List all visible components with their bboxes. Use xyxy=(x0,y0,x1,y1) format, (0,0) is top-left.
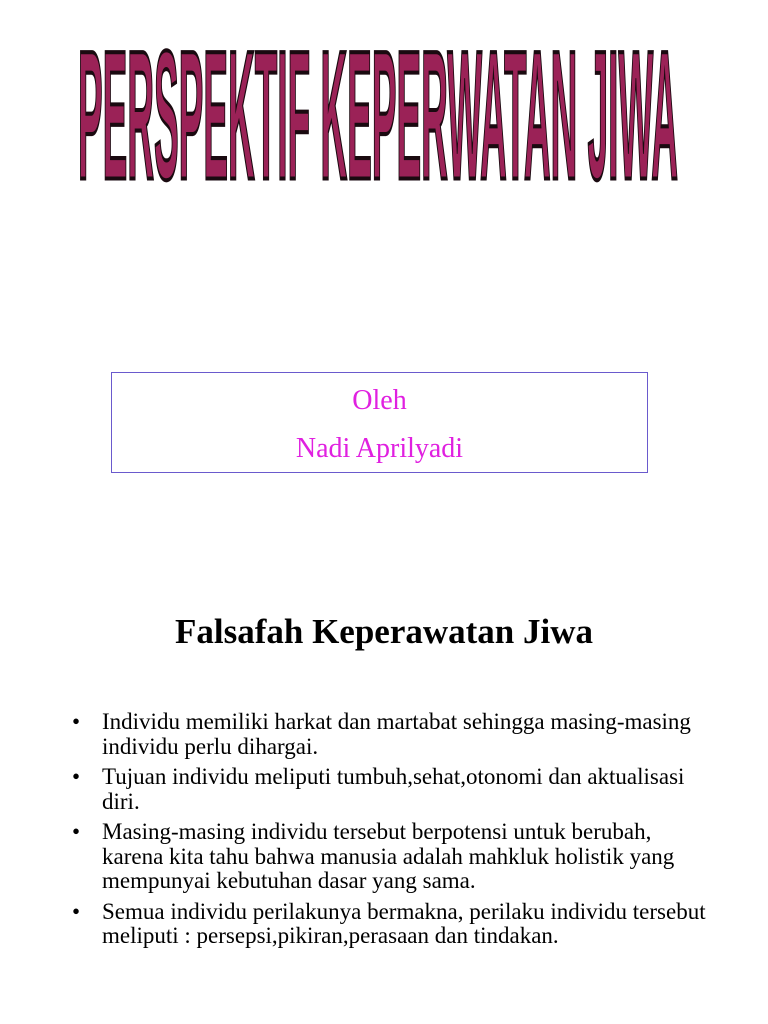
wordart-title xyxy=(70,30,686,235)
author-box xyxy=(111,372,648,473)
list-item xyxy=(72,900,712,949)
bullet-icon: • xyxy=(72,709,81,734)
bullet-icon: • xyxy=(72,764,81,789)
author-name: Nadi Aprilyadi xyxy=(295,433,464,464)
list-item-text: Individu memiliki harkat dan martabat sehingga masing-masing individu perlu dihargai. xyxy=(102,709,691,759)
author-by-label: Oleh xyxy=(352,385,407,416)
list-item xyxy=(72,820,712,894)
bullet-icon: • xyxy=(72,898,81,924)
bullet-list xyxy=(72,710,712,955)
bullet-icon: • xyxy=(72,819,81,844)
title-text: PERSPEKTIF KEPERWATAN JIWA xyxy=(78,30,679,218)
list-item-text: Tujuan individu meliputi tumbuh,sehat,otonomi dan aktualisasi diri. xyxy=(102,764,685,814)
list-item xyxy=(72,765,712,814)
list-item-text: Semua individu perilakunya bermakna, perilaku individu tersebut meliputi : persepsi,pikiran,perasaan dan tindakan. xyxy=(102,898,706,948)
list-item-text: Masing-masing individu tersebut berpotensi untuk berubah, karena kita tahu bahwa manusia adalah mahkluk holistik yang mempunyai kebutuhan dasar yang sama. xyxy=(102,819,675,893)
list-item xyxy=(72,710,712,759)
section-heading: Falsafah Keperawatan Jiwa xyxy=(174,612,594,651)
